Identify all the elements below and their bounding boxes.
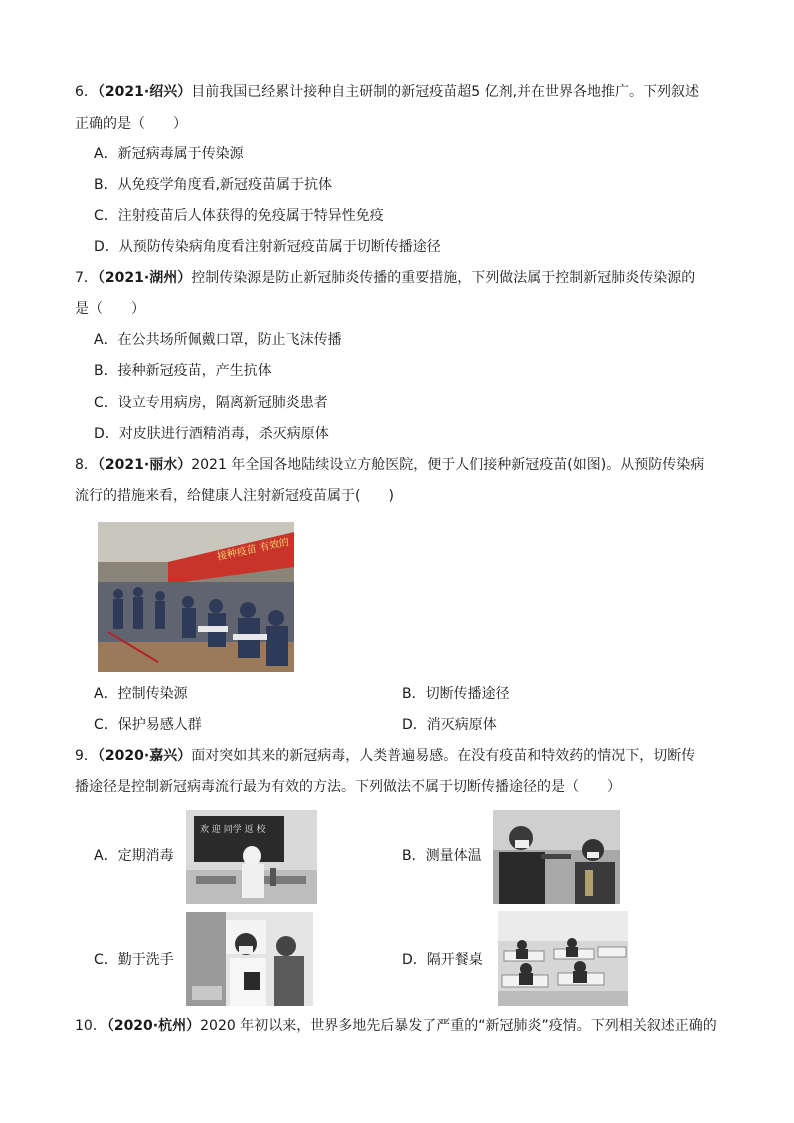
q9-option-d[interactable]: D．隔开餐桌 (402, 952, 483, 968)
q7-stem: 控制传染源是防止新冠肺炎传播的重要措施，下列做法属于控制新冠肺炎传染源的 (191, 270, 696, 286)
q7-stem-line1 (75, 268, 695, 288)
q9-number: 9． (75, 748, 98, 764)
q7-option-c[interactable]: C．设立专用病房，隔离新冠肺炎患者 (94, 395, 328, 411)
q9-stem-line2: 播途径是控制新冠病毒流行最为有效的方法。下列做法不属于切断传播途径的是（ ） (75, 779, 621, 795)
q10-number: 10． (75, 1018, 107, 1034)
q7-source: （2021·湖州） (97, 270, 192, 286)
q6-option-d[interactable]: D．从预防传染病角度看注射新冠疫苗属于切断传播途径 (94, 239, 441, 255)
q8-banner-text: 接种疫苗 有效的 (216, 536, 291, 563)
q8-vaccination-hall-photo (98, 522, 294, 672)
q10-source: （2020·杭州） (106, 1018, 201, 1034)
q9a-blackboard-text: 欢 迎 同学 返 校 (200, 825, 266, 835)
q9-disinfection-photo (186, 810, 317, 904)
q8-source: （2021·丽水） (97, 457, 192, 473)
q6-stem: 目前我国已经累计接种自主研制的新冠疫苗超5 亿剂,并在世界各地推广。下列叙述 (191, 84, 700, 100)
q8-number: 8． (75, 457, 98, 473)
q9-source: （2020·嘉兴） (97, 748, 192, 764)
q10-stem-line1 (75, 1016, 717, 1036)
q7-number: 7． (75, 270, 98, 286)
q7-option-a[interactable]: A．在公共场所佩戴口罩，防止飞沫传播 (94, 332, 342, 348)
q8-option-c[interactable]: C．保护易感人群 (94, 717, 202, 733)
q9-option-a[interactable]: A．定期消毒 (94, 848, 174, 864)
q6-stem-line2: 正确的是（ ） (75, 116, 187, 132)
q8-option-b[interactable]: B．切断传播途径 (402, 686, 510, 702)
q10-stem: 2020 年初以来，世界多地先后暴发了严重的“新冠肺炎”疫情。下列相关叙述正确的 (200, 1018, 717, 1034)
q8-stem-line2: 流行的措施来看，给健康人注射新冠疫苗属于( ) (75, 488, 394, 504)
q9-option-b[interactable]: B．测量体温 (402, 848, 482, 864)
q9-option-c[interactable]: C．勤于洗手 (94, 952, 174, 968)
q9-temperature-check-photo (493, 810, 620, 904)
q6-option-c[interactable]: C．注射疫苗后人体获得的免疫属于特异性免疫 (94, 208, 384, 224)
q6-option-b[interactable]: B．从免疫学角度看,新冠疫苗属于抗体 (94, 177, 333, 193)
q8-stem-line1 (75, 455, 704, 475)
q9-separated-tables-photo (498, 911, 628, 1006)
q8-option-a[interactable]: A．控制传染源 (94, 686, 188, 702)
q7-option-d[interactable]: D．对皮肤进行酒精消毒，杀灭病原体 (94, 426, 329, 442)
q9-stem: 面对突如其来的新冠病毒，人类普遍易感。在没有疫苗和特效药的情况下，切断传 (191, 748, 696, 764)
q6-stem-line1 (75, 82, 699, 102)
q6-source: （2021·绍兴） (97, 84, 192, 100)
q9-handwashing-photo (186, 912, 313, 1006)
q8-option-d[interactable]: D．消灭病原体 (402, 717, 497, 733)
q8-stem: 2021 年全国各地陆续设立方舱医院，便于人们接种新冠疫苗(如图)。从预防传染病 (191, 457, 705, 473)
q7-option-b[interactable]: B．接种新冠疫苗，产生抗体 (94, 363, 272, 379)
q6-option-a[interactable]: A．新冠病毒属于传染源 (94, 146, 244, 162)
q9-stem-line1 (75, 746, 695, 766)
q7-stem-line2: 是（ ） (75, 301, 145, 317)
q6-number: 6． (75, 84, 98, 100)
